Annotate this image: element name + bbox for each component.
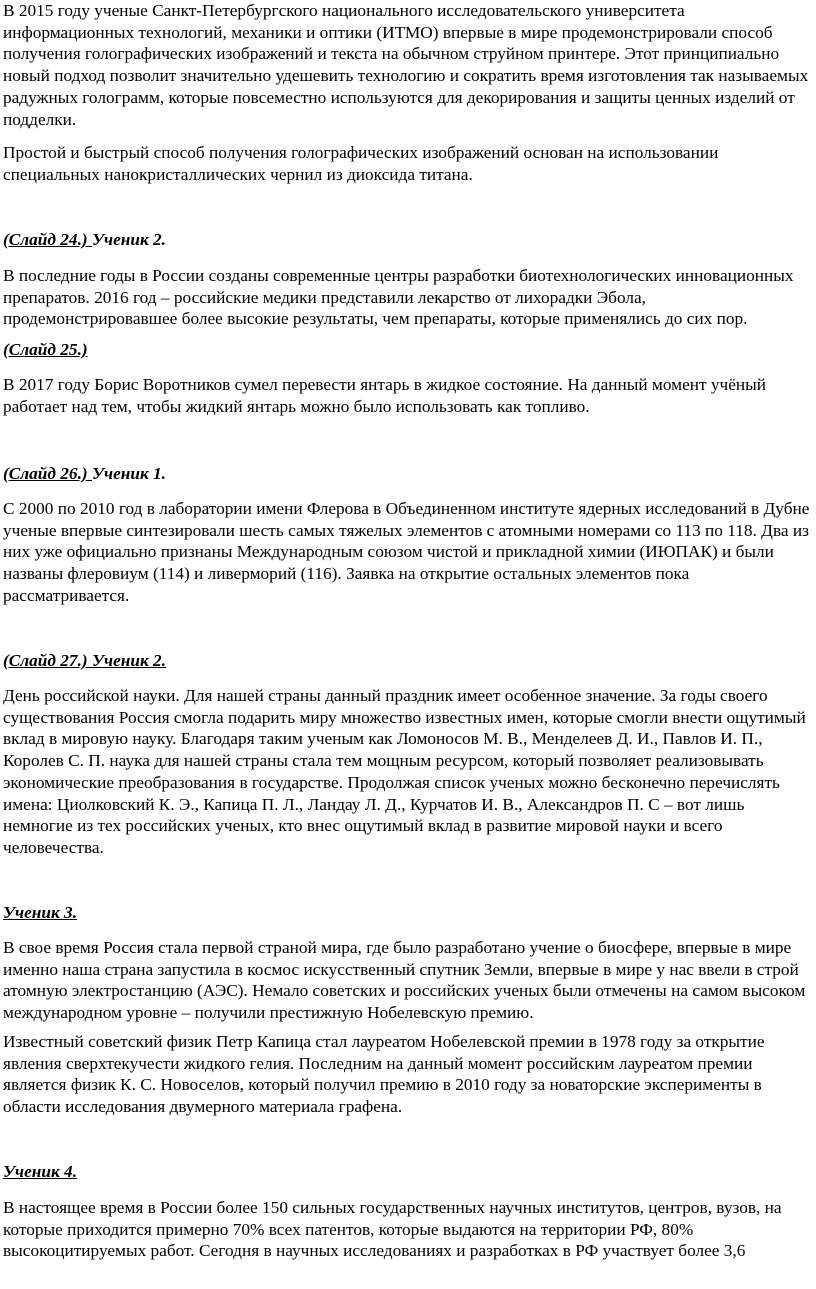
paragraph-biotech: В последние годы в России созданы современные центры разработки биотехнологических инновационных препаратов. 2016 год – российские медики представили лекарство от лихорадки Эбола, продемонстрировавшее более высокие результаты, чем препараты, которые применялись до сих пор. <box>3 266 794 329</box>
heading-student-3 <box>3 902 77 924</box>
heading-slide-27 <box>3 650 166 672</box>
paragraph-nobel: Известный советский физик Петр Капица стал лауреатом Нобелевской премии в 1978 году за открытие явления сверхтекучести жидкого гелия. Последним на данный момент российским лауреатом премии является физик К. С. Новоселов, который получил премию в 2010 году за новаторские эксперименты в области исследования двумерного материала графена. <box>3 1032 765 1117</box>
heading-slide-26 <box>3 463 166 485</box>
student-label: Ученик 1. <box>91 464 166 483</box>
slide-label: Ученик 3. <box>3 903 78 922</box>
paragraph-science-day: День российской науки. Для нашей страны данный праздник имеет особенное значение. За годы своего существования Россия смогла подарить миру множество известных имен, которые смогли внести ощутимый вклад в мировую науку. Благодаря таким ученым как Ломоносов М. В., Менделеев Д. И., Павлов И. П., Королев С. П. наука для нашей страны стала тем мощным ресурсом, который позволяет реализовывать экономические преобразования в государстве. Продолжая список ученых можно бесконечно перечислять имена: Циолковский К. Э., Капица П. Л., Ландау Л. Д., Курчатов И. В., Александров П. С – вот лишь немногие из тех российских ученых, кто внес ощутимый вклад в развитие мировой науки и всего человечества. <box>3 686 806 857</box>
slide-label: (Слайд 27.) Ученик 2. <box>3 651 166 670</box>
slide-label: (Слайд 24.) <box>3 230 92 249</box>
paragraph-institutes: В настоящее время в России более 150 сильных государственных научных институтов, центров, вузов, на которые приходится примерно 70% всех патентов, которые выдаются на территории РФ, 80% высокоцитируемых работ. Сегодня в научных исследованиях и разработках в РФ участвует более 3,6 <box>3 1198 782 1261</box>
paragraph-biosphere: В свое время Россия стала первой страной мира, где было разработано учение о биосфере, впервые в мире именно наша страна запустила в космос искусственный спутник Земли, впервые в мире у нас ввели в строй атомную электростанцию (АЭС). Немало советских и российских ученых были отмечены на самом высоком международном уровне – получили престижную Нобелевскую премию. <box>3 938 806 1023</box>
slide-label: (Слайд 26.) <box>3 464 92 483</box>
heading-slide-24 <box>3 229 166 251</box>
paragraph-heavy-elements: С 2000 по 2010 год в лаборатории имени Флерова в Объединенном институте ядерных исследований в Дубне ученые впервые синтезировали шесть самых тяжелых элементов с атомными номерами со 113 по 118. Два из них уже официально признаны Международным союзом чистой и прикладной химии (ИЮПАК) и были названы флеровиум (114) и ливерморий (116). Заявка на открытие остальных элементов пока рассматривается. <box>3 499 810 605</box>
paragraph-itmo-holograms: В 2015 году ученые Санкт-Петербургского национального исследовательского университета информационных технологий, механики и оптики (ИТМО) впервые в мире продемонстрировали способ получения голографических изображений и текста на обычном струйном принтере. Этот принципиально новый подход позволит значительно удешевить технологию и сократить время изготовления так называемых радужных голограмм, которые повсеместно используются для декорирования и защиты ценных изделий от подделки. <box>3 1 809 129</box>
slide-label: (Слайд 25.) <box>3 340 88 359</box>
paragraph-titanium-ink: Простой и быстрый способ получения голографических изображений основан на использовании специальных нанокристаллических чернил из диоксида титана. <box>3 143 719 184</box>
paragraph-liquid-amber: В 2017 году Борис Воротников сумел перевести янтарь в жидкое состояние. На данный момент учёный работает над тем, чтобы жидкий янтарь можно было использовать как топливо. <box>3 375 767 416</box>
heading-slide-25 <box>3 339 88 361</box>
student-label: Ученик 2. <box>91 230 166 249</box>
slide-label: Ученик 4. <box>3 1162 78 1181</box>
heading-student-4 <box>3 1161 77 1183</box>
